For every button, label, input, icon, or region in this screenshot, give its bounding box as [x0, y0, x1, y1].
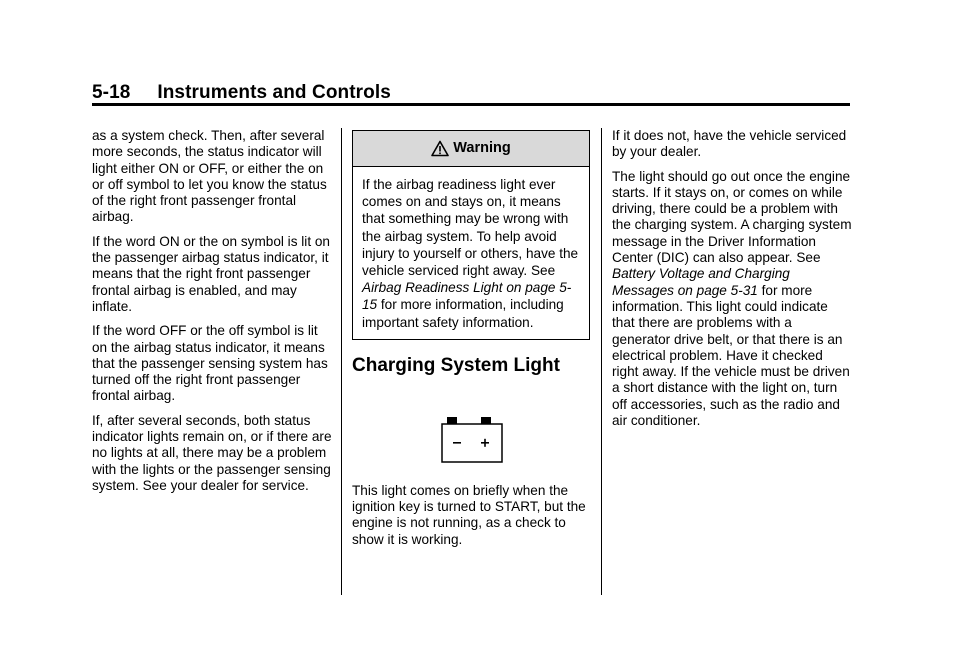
paragraph: This light comes on briefly when the ignition key is turned to START, but the engine is not running, as a check to show it is working. — [352, 482, 586, 547]
header-rule — [92, 103, 850, 106]
column-divider — [601, 128, 602, 595]
cross-reference-link[interactable]: Battery Voltage and Charging Messages on page 5-31 — [612, 266, 790, 298]
section-title: Charging System Light — [352, 354, 560, 376]
page-header — [92, 82, 850, 104]
column-middle — [352, 128, 592, 556]
paragraph: If it does not, have the vehicle serviced by your dealer. — [612, 128, 847, 160]
warning-icon — [431, 140, 449, 157]
paragraph-text: The light should go out once the engine starts. If it stays on, or comes on while driving, there could be a problem with the charging system. A charging system message in the Driver Information Center (DIC) can also appear. See — [612, 168, 852, 266]
paragraph: If the word ON or the on symbol is lit on the passenger airbag status indicator, it means that the right front passenger frontal airbag is enabled, and may inflate. — [92, 233, 330, 314]
paragraph: If, after several seconds, both status indicator lights remain on, or if there are no lights at all, there may be a problem with the lights or the passenger sensing system. See your dealer for service. — [92, 412, 332, 493]
warning-box — [352, 130, 590, 340]
icon-container — [352, 377, 592, 469]
column-divider — [341, 128, 342, 595]
warning-header — [353, 131, 589, 167]
paragraph: If the word OFF or the off symbol is lit on the airbag status indicator, it means that the passenger sensing system has turned off the right front passenger frontal airbag. — [92, 323, 328, 404]
warning-title: Warning — [453, 140, 511, 157]
warning-text: If the airbag readiness light ever comes on and stays on, it means that something may be wrong with the airbag system. To help avoid injury to yourself or others, have the vehicle serviced right away. See — [362, 177, 579, 279]
page-title: 5-18 Instruments and Controls — [92, 82, 391, 103]
column-right — [612, 128, 852, 437]
paragraph-text: for more information. This light could indicate that there are problems with a generator drive belt, or that there is an electrical problem. Have it checked right away. If the vehicle must be driven a short distance with the light on, turn off accessories, such as the radio and air conditioner. — [612, 282, 850, 429]
warning-body — [353, 167, 589, 339]
warning-link[interactable]: Airbag Readiness Light on page 5-15 — [362, 280, 572, 313]
column-left — [92, 128, 332, 502]
paragraph: as a system check. Then, after several more seconds, the status indicator will light either ON or OFF, or either the on or off symbol to let you know the status of the right front passenger frontal airbag. — [92, 128, 327, 225]
battery-charging-icon — [441, 417, 505, 463]
warning-text: for more information, including important safety information. — [362, 297, 564, 330]
paragraph — [612, 169, 852, 430]
